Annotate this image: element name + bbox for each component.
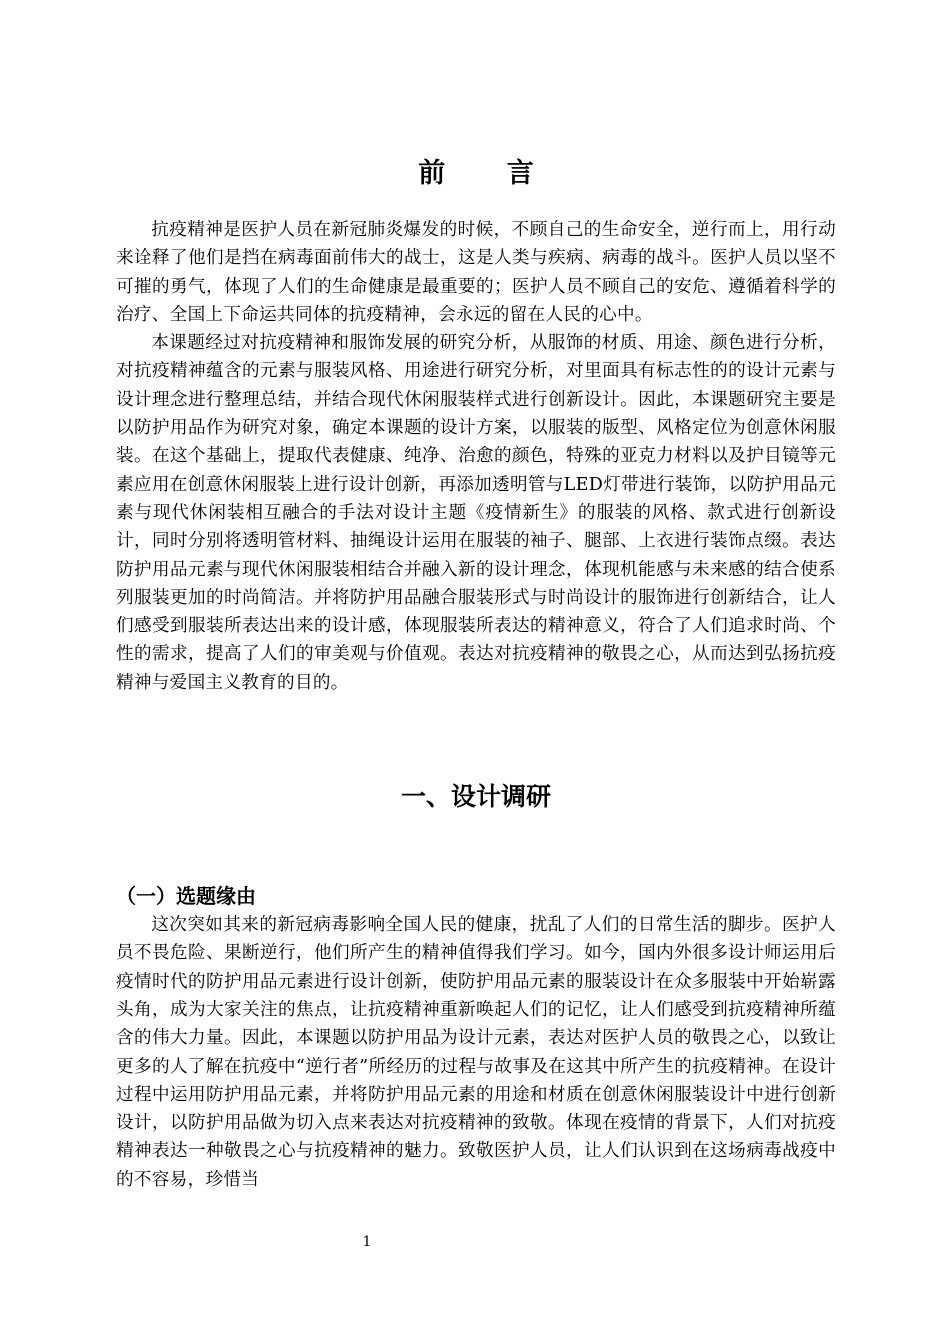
page-content: [116, 150, 836, 1194]
chapter-title: 一、设计调研: [400, 782, 551, 812]
preface-paragraph-1: 抗疫精神是医护人员在新冠肺炎爆发的时候，不顾自己的生命安全，逆行而上，用行动来诠释了他们是挡在病毒面前伟大的战士，这是人类与疾病、病毒的战斗。医护人员以坚不可摧的勇气，体现了人们的生命健康是最重要的；医护人员不顾自己的安危、遵循着科学的治疗、全国上下命运共同体的抗疫精神，会永远的留在人民的心中。: [116, 220, 836, 325]
section-title: （一）选题缘由: [116, 884, 256, 909]
section-paragraph-1: 这次突如其来的新冠病毒影响全国人民的健康，扰乱了人们的日常生活的脚步。医护人员不畏危险、果断逆行，他们所产生的精神值得我们学习。如今，国内外很多设计师运用后疫情时代的防护用品元素进行设计创新，使防护用品元素的服装设计在众多服装中开始崭露头角，成为大家关注的焦点，让抗疫精神重新唤起人们的记忆，让人们感受到抗疫精神所蕴含的伟大力量。因此，本课题以防护用品为设计元素，表达对医护人员的敬畏之心，以致让更多的人了解在抗疫中“逆行者”所经历的过程与故事及在这其中所产生的抗疫精神。在设计过程中运用防护用品元素，并将防护用品元素的用途和材质在创意休闲服装设计中进行创新设计，以防护用品做为切入点来表达对抗疫精神的致敬。体现在疫情的背景下，人们对抗疫精神表达一种敬畏之心与抗疫精神的魅力。致敬医护人员，让人们认识到在这场病毒战疫中的不容易，珍惜当: [116, 915, 836, 1190]
page-number: 1: [362, 1234, 372, 1250]
preface-title: 前 言: [418, 158, 560, 189]
preface-paragraph-2: 本课题经过对抗疫精神和服饰发展的研究分析，从服饰的材质、用途、颜色进行分析，对抗疫精神蕴含的元素与服装风格、用途进行研究分析，对里面具有标志性的的设计元素与设计理念进行整理总结，并结合现代休闲服装样式进行创新设计。因此，本课题研究主要是以防护用品作为研究对象，确定本课题的设计方案，以服装的版型、风格定位为创意休闲服装。在这个基础上，提取代表健康、纯净、治愈的颜色，特殊的亚克力材料以及护目镜等元素应用在创意休闲服装上进行设计创新，再添加透明管与LED灯带进行装饰，以防护用品元素与现代休闲装相互融合的手法对设计主题《疫情新生》的服装的风格、款式进行创新设计，同时分别将透明管材料、抽绳设计运用在服装的袖子、腿部、上衣进行装饰点缀。表达防护用品元素与现代休闲服装相结合并融入新的设计理念，体现机能感与未来感的结合使系列服装更加的时尚简洁。并将防护用品融合服装形式与时尚设计的服饰进行创新结合，让人们感受到服装所表达出来的设计感，体现服装所表达的精神意义，符合了人们追求时尚、个性的需求，提高了人们的审美观与价值观。表达对抗疫精神的敬畏之心，从而达到弘扬抗疫精神与爱国主义教育的目的。: [116, 333, 836, 693]
